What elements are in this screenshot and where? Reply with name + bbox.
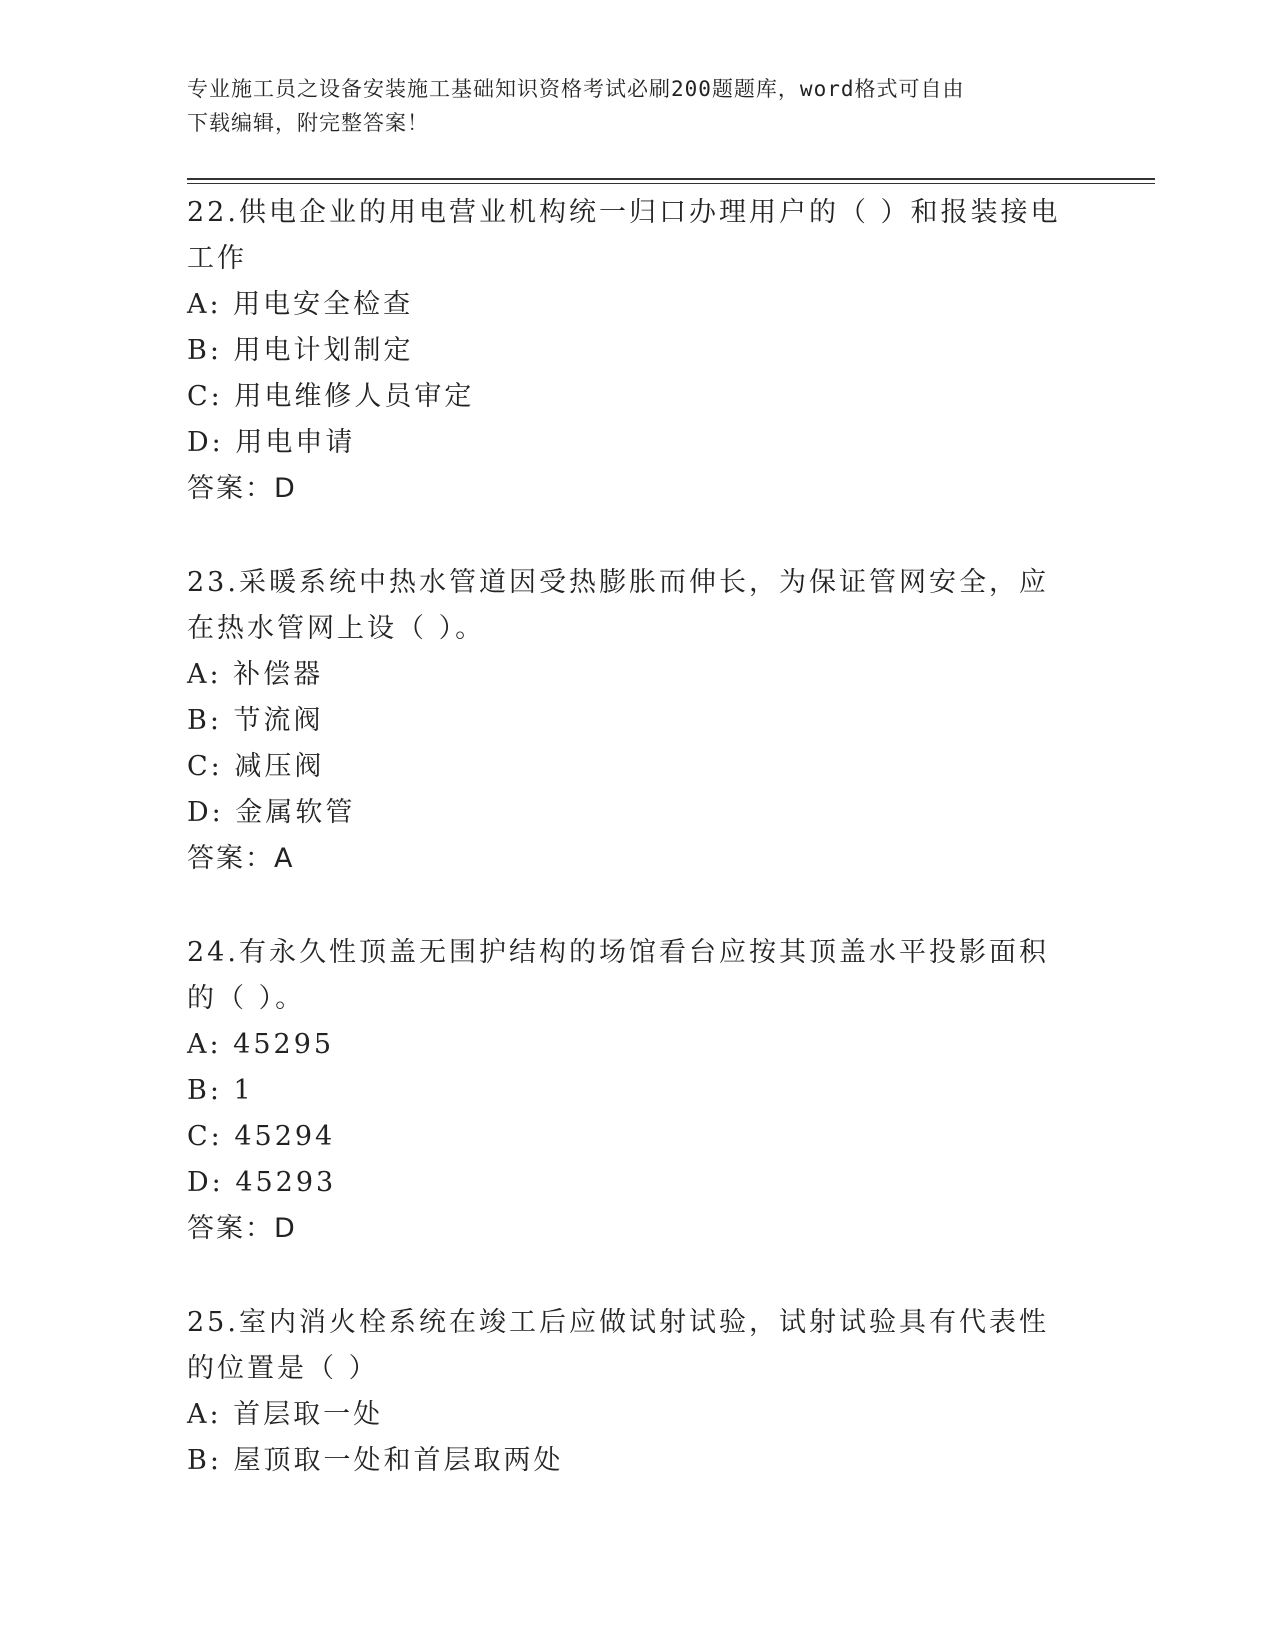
document-header xyxy=(187,72,1067,140)
option-d: D: 用电申请 xyxy=(187,427,356,458)
option-d: D: 金属软管 xyxy=(187,797,356,828)
option-c: C: 45294 xyxy=(187,1121,336,1152)
option-c: C: 用电维修人员审定 xyxy=(187,381,475,412)
option-b: B: 节流阀 xyxy=(187,705,324,736)
answer-label: 答案：D xyxy=(187,1213,297,1244)
header-title-line-1: 专业施工员之设备安装施工基础知识资格考试必刷200题题库，word格式可自由 xyxy=(187,77,965,101)
question-22 xyxy=(187,190,1067,512)
answer-label: 答案：A xyxy=(187,843,295,874)
question-24 xyxy=(187,930,1067,1252)
header-divider-thin xyxy=(187,183,1155,184)
question-stem: 24.有永久性顶盖无围护结构的场馆看台应按其顶盖水平投影面积的（ ）。 xyxy=(187,937,1049,1014)
option-b: B: 1 xyxy=(187,1075,254,1106)
option-a: A: 首层取一处 xyxy=(187,1399,384,1430)
option-c: C: 减压阀 xyxy=(187,751,325,782)
header-divider-thick xyxy=(187,178,1155,180)
option-a: A: 45295 xyxy=(187,1029,335,1060)
question-stem: 25.室内消火栓系统在竣工后应做试射试验，试射试验具有代表性的位置是（ ） xyxy=(187,1307,1049,1384)
question-25 xyxy=(187,1300,1067,1484)
option-a: A: 补偿器 xyxy=(187,659,324,690)
answer-label: 答案：D xyxy=(187,473,297,504)
option-d: D: 45293 xyxy=(187,1167,337,1198)
question-23 xyxy=(187,560,1067,882)
option-b: B: 用电计划制定 xyxy=(187,335,414,366)
option-a: A: 用电安全检查 xyxy=(187,289,414,320)
question-stem: 22.供电企业的用电营业机构统一归口办理用户的（ ）和报装接电工作 xyxy=(187,197,1061,274)
question-list xyxy=(187,190,1067,1532)
option-b: B: 屋顶取一处和首层取两处 xyxy=(187,1445,564,1476)
header-title-line-2: 下载编辑，附完整答案！ xyxy=(187,111,429,135)
question-stem: 23.采暖系统中热水管道因受热膨胀而伸长，为保证管网安全，应在热水管网上设（ ）。 xyxy=(187,567,1049,644)
